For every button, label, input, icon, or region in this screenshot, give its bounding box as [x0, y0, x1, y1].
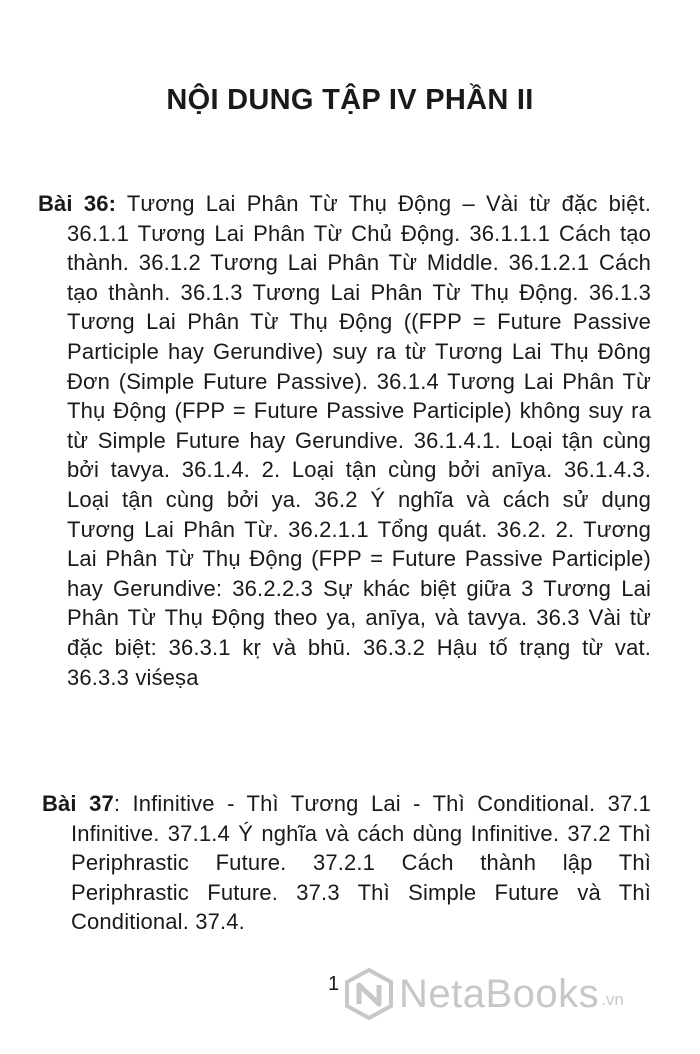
toc-entry-bai-36 [38, 189, 651, 692]
toc-entry-bai-37 [42, 789, 651, 937]
entry-label: Bài 37 [42, 791, 114, 816]
watermark-brand: NetaBooks [399, 971, 600, 1016]
entry-text: Tương Lai Phân Từ Thụ Động – Vài từ đặc biệt. 36.1.1 Tương Lai Phân Từ Chủ Động. 36.1.1.1 Cách tạo thành. 36.1.2 Tương Lai Phân Từ Middle. 36.1.2.1 Cách tạo thành. 36.1.3 Tương Lai Phân Từ Thụ Động. 36.1.3 Tương Lai Phân Từ Thụ Động ((FPP = Future Passive Participle hay Gerundive) suy ra từ Tương Lai Thụ Đông Đơn (Simple Future Passive). 36.1.4 Tương Lai Phân Từ Thụ Động (FPP = Future Passive Participle) không suy ra từ Simple Future hay Gerundive. 36.1.4.1. Loại tận cùng bởi tavya. 36.1.4. 2. Loại tận cùng bởi anīya. 36.1.4.3. Loại tận cùng bởi ya. 36.2 Ý nghĩa và cách sử dụng Tương Lai Phân Từ. 36.2.1.1 Tổng quát. 36.2. 2. Tương Lai Phân Từ Thụ Động (FPP = Future Passive Participle) hay Gerundive: 36.2.2.3 Sự khác biệt giữa 3 Tương Lai Phân Từ Thụ Động theo ya, anīya, và tavya. 36.3 Vài từ đặc biệt: 36.3.1 kṛ và bhū. 36.3.2 Hậu tố trạng từ vat. 36.3.3 viśeṣa [67, 191, 652, 690]
netabooks-watermark [343, 968, 624, 1020]
entry-label: Bài 36: [38, 191, 117, 216]
entry-text: : Infinitive - Thì Tương Lai - Thì Conditional. 37.1 Infinitive. 37.1.4 Ý nghĩa và cách dùng Infinitive. 37.2 Thì Periphrastic Future. 37.2.1 Cách thành lập Thì Periphrastic Future. 37.3 Thì Simple Future và Thì Conditional. 37.4. [71, 791, 652, 935]
page-title: NỘI DUNG TẬP IV PHẦN II [166, 84, 534, 116]
page-number: 1 [328, 973, 340, 995]
watermark-suffix: .vn [601, 990, 624, 1009]
netabooks-logo-icon [343, 968, 395, 1020]
